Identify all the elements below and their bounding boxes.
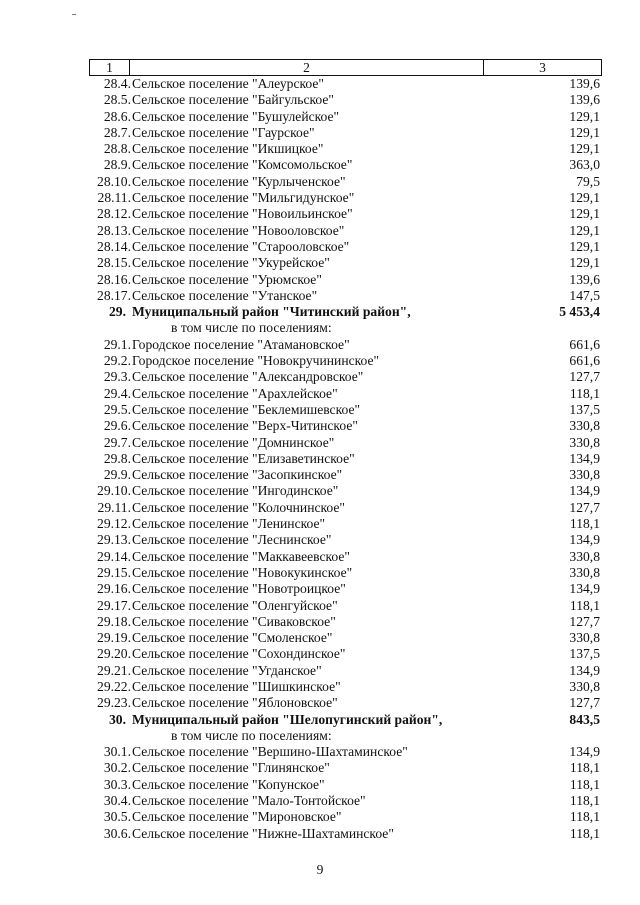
table-row <box>89 402 601 418</box>
table-row <box>89 679 601 695</box>
row-number: 28.14. <box>97 238 131 254</box>
row-name: Сельское поселение "Новокукинское" <box>132 564 353 580</box>
row-number: 28.8. <box>103 141 131 157</box>
row-number: 29.23. <box>97 695 131 711</box>
row-number: 29.1. <box>103 336 131 352</box>
row-value: 118,1 <box>569 825 600 841</box>
table-row <box>89 712 601 728</box>
row-name: Сельское поселение "Верх-Читинское" <box>132 418 358 434</box>
row-value: 118,1 <box>569 516 600 532</box>
row-value: 79,5 <box>576 173 600 189</box>
row-name: Сельское поселение "Яблоновское" <box>132 695 338 711</box>
row-name: Сельское поселение "Ленинское" <box>132 516 326 532</box>
row-value: 129,1 <box>569 255 600 271</box>
row-number: 28.11. <box>97 190 131 206</box>
row-name: Сельское поселение "Засопкинское" <box>132 467 343 483</box>
row-number: 28.16. <box>97 271 131 287</box>
row-value: 139,6 <box>569 92 600 108</box>
row-value: 5 453,4 <box>559 304 600 320</box>
row-name: Сельское поселение "Угданское" <box>132 662 322 678</box>
table-row <box>89 320 601 336</box>
row-number: 28.4. <box>103 76 131 91</box>
row-value: 330,8 <box>569 678 600 694</box>
row-number: 29.16. <box>97 581 131 597</box>
row-value: 363,0 <box>569 157 600 173</box>
row-name: Сельское поселение "Урюмское" <box>132 271 322 287</box>
row-name: Городское поселение "Атамановское" <box>132 336 350 352</box>
row-value: 118,1 <box>569 385 600 401</box>
row-value: 330,8 <box>569 548 600 564</box>
row-number: 29.10. <box>97 483 131 499</box>
row-name: Сельское поселение "Колочнинское" <box>132 499 345 515</box>
row-name: Сельское поселение "Курлыченское" <box>132 173 346 189</box>
row-value: 330,8 <box>569 467 600 483</box>
row-number: 29.19. <box>97 630 131 646</box>
row-name: Сельское поселение "Сохондинское" <box>132 646 346 662</box>
table-row <box>89 483 601 499</box>
row-name: Сельское поселение "Сиваковское" <box>132 613 336 629</box>
row-value: 661,6 <box>569 336 600 352</box>
row-number: 30.5. <box>103 809 131 825</box>
table-row <box>89 125 601 141</box>
row-name: Сельское поселение "Мало-Тонтойское" <box>132 793 366 809</box>
table-row <box>89 353 601 369</box>
table-row <box>89 190 601 206</box>
row-number: 28.7. <box>103 124 131 140</box>
row-name: Городское поселение "Новокручининское" <box>132 353 380 369</box>
table-row <box>89 239 601 255</box>
table-row <box>89 467 601 483</box>
row-number: 29.9. <box>103 467 131 483</box>
row-value: 134,9 <box>569 532 600 548</box>
row-value: 139,6 <box>569 76 600 91</box>
row-number: 29.7. <box>103 434 131 450</box>
page-number: 9 <box>316 862 324 877</box>
table-row <box>89 565 601 581</box>
row-value: 134,9 <box>569 744 600 760</box>
row-name: Сельское поселение "Глинянское" <box>132 760 330 776</box>
row-value <box>510 728 601 744</box>
row-name: Сельское поселение "Бушулейское" <box>132 108 340 124</box>
row-value: 843,5 <box>569 711 600 727</box>
row-value: 129,1 <box>569 190 600 206</box>
table-row <box>89 695 601 711</box>
row-number: 28.6. <box>103 108 131 124</box>
table-row <box>89 435 601 451</box>
row-number: 29. <box>109 304 126 320</box>
row-value: 129,1 <box>569 141 600 157</box>
table-row <box>89 76 601 92</box>
row-name: Сельское поселение "Новотроицкое" <box>132 581 346 597</box>
row-value: 129,1 <box>569 124 600 140</box>
row-name: Сельское поселение "Нижне-Шахтаминское" <box>132 825 394 841</box>
row-number: 28.17. <box>97 287 131 303</box>
row-number <box>89 320 131 336</box>
table-row <box>89 630 601 646</box>
row-number: 29.15. <box>97 564 131 580</box>
row-name: Сельское поселение "Комсомольское" <box>132 157 353 173</box>
row-value: 127,7 <box>569 695 600 711</box>
row-name: Муниципальный район "Шелопугинский район", <box>132 711 443 727</box>
table-row <box>89 288 601 304</box>
row-number <box>89 728 131 744</box>
row-value: 129,1 <box>569 206 600 222</box>
table-row <box>89 451 601 467</box>
row-value <box>510 320 601 336</box>
row-name: Сельское поселение "Ингодинское" <box>132 483 339 499</box>
row-number: 29.2. <box>103 353 131 369</box>
row-value: 118,1 <box>569 809 600 825</box>
row-number: 29.12. <box>97 516 131 532</box>
row-number: 29.8. <box>103 450 131 466</box>
table-row <box>89 92 601 108</box>
row-value: 330,8 <box>569 564 600 580</box>
row-name: в том числе по поселениям: <box>171 727 332 743</box>
row-value: 129,1 <box>569 222 600 238</box>
row-value: 661,6 <box>569 353 600 369</box>
row-value: 134,9 <box>569 450 600 466</box>
row-number: 28.9. <box>103 157 131 173</box>
table-row <box>89 793 601 809</box>
row-name: Сельское поселение "Мироновское" <box>132 809 342 825</box>
row-number: 28.10. <box>97 173 131 189</box>
row-value: 134,9 <box>569 662 600 678</box>
row-number: 30.6. <box>103 825 131 841</box>
table-row <box>89 760 601 776</box>
row-value: 330,8 <box>569 418 600 434</box>
document-table <box>89 59 601 842</box>
row-number: 28.13. <box>97 222 131 238</box>
row-name: Сельское поселение "Беклемишевское" <box>132 401 361 417</box>
row-name: Сельское поселение "Елизаветинское" <box>132 450 355 466</box>
table-row <box>89 157 601 173</box>
row-name: Сельское поселение "Домнинское" <box>132 434 335 450</box>
table-row <box>89 549 601 565</box>
row-value: 129,1 <box>569 238 600 254</box>
table-row <box>89 598 601 614</box>
row-value: 118,1 <box>569 776 600 792</box>
table-row <box>89 369 601 385</box>
row-name: Сельское поселение "Копунское" <box>132 776 325 792</box>
row-number: 30.3. <box>103 776 131 792</box>
row-value: 118,1 <box>569 793 600 809</box>
header-col-2: 2 <box>130 60 484 76</box>
row-value: 137,5 <box>569 646 600 662</box>
row-name: Сельское поселение "Александровское" <box>132 369 364 385</box>
table-row <box>89 532 601 548</box>
header-col-3: 3 <box>484 60 602 76</box>
row-name: Сельское поселение "Старооловское" <box>132 238 350 254</box>
table-row <box>89 646 601 662</box>
row-name: Сельское поселение "Утанское" <box>132 287 318 303</box>
table-row <box>89 728 601 744</box>
row-number: 29.6. <box>103 418 131 434</box>
table-row <box>89 223 601 239</box>
row-name: Сельское поселение "Новоильинское" <box>132 206 353 222</box>
row-name: Сельское поселение "Мильгидунское" <box>132 190 355 206</box>
row-name: Сельское поселение "Вершино-Шахтаминское" <box>132 744 408 760</box>
row-value: 137,5 <box>569 401 600 417</box>
row-value: 134,9 <box>569 483 600 499</box>
table-row <box>89 581 601 597</box>
table-row <box>89 272 601 288</box>
table-row <box>89 777 601 793</box>
row-value: 330,8 <box>569 630 600 646</box>
table-row <box>89 174 601 190</box>
row-number: 30.4. <box>103 793 131 809</box>
row-name: Сельское поселение "Укурейское" <box>132 255 330 271</box>
row-number: 30.1. <box>103 744 131 760</box>
table-row <box>89 206 601 222</box>
table-header <box>89 59 602 76</box>
row-number: 28.5. <box>103 92 131 108</box>
row-number: 29.20. <box>97 646 131 662</box>
row-value: 127,7 <box>569 613 600 629</box>
table-row <box>89 304 601 320</box>
row-number: 29.3. <box>103 369 131 385</box>
table-row <box>89 500 601 516</box>
row-name: Сельское поселение "Маккавеевское" <box>132 548 350 564</box>
table-row <box>89 744 601 760</box>
table-row <box>89 386 601 402</box>
row-number: 30.2. <box>103 760 131 776</box>
row-number: 28.12. <box>97 206 131 222</box>
row-value: 118,1 <box>569 597 600 613</box>
table-row <box>89 826 601 842</box>
row-name: Сельское поселение "Новооловское" <box>132 222 345 238</box>
row-number: 29.13. <box>97 532 131 548</box>
row-number: 30. <box>109 711 126 727</box>
row-name: Сельское поселение "Оленгуйское" <box>132 597 338 613</box>
row-value: 330,8 <box>569 434 600 450</box>
row-name: Сельское поселение "Гаурское" <box>132 124 315 140</box>
scan-mark <box>72 14 76 15</box>
row-value: 127,7 <box>569 499 600 515</box>
row-value: 134,9 <box>569 581 600 597</box>
row-name: Сельское поселение "Смоленское" <box>132 630 333 646</box>
table-row <box>89 141 601 157</box>
row-value: 118,1 <box>569 760 600 776</box>
table-row <box>89 337 601 353</box>
row-value: 129,1 <box>569 108 600 124</box>
row-number: 29.5. <box>103 401 131 417</box>
row-value: 147,5 <box>569 287 600 303</box>
row-value: 127,7 <box>569 369 600 385</box>
row-number: 29.21. <box>97 662 131 678</box>
table-row <box>89 516 601 532</box>
row-name: Сельское поселение "Икшицкое" <box>132 141 324 157</box>
row-number: 29.11. <box>97 499 131 515</box>
header-col-1: 1 <box>90 60 130 76</box>
row-name: Сельское поселение "Алеурское" <box>132 76 324 91</box>
table-row <box>89 418 601 434</box>
row-number: 28.15. <box>97 255 131 271</box>
row-name: в том числе по поселениям: <box>171 320 332 336</box>
row-name: Сельское поселение "Арахлейское" <box>132 385 338 401</box>
row-number: 29.4. <box>103 385 131 401</box>
table-row <box>89 809 601 825</box>
row-number: 29.17. <box>97 597 131 613</box>
row-number: 29.14. <box>97 548 131 564</box>
table-body <box>89 76 601 842</box>
row-name: Сельское поселение "Шишкинское" <box>132 678 341 694</box>
row-number: 29.18. <box>97 613 131 629</box>
row-name: Муниципальный район "Читинский район", <box>132 304 411 320</box>
row-name: Сельское поселение "Леснинское" <box>132 532 332 548</box>
table-row <box>89 663 601 679</box>
row-value: 139,6 <box>569 271 600 287</box>
table-row <box>89 614 601 630</box>
row-number: 29.22. <box>97 678 131 694</box>
table-row <box>89 109 601 125</box>
table-row <box>89 255 601 271</box>
row-name: Сельское поселение "Байгульское" <box>132 92 334 108</box>
